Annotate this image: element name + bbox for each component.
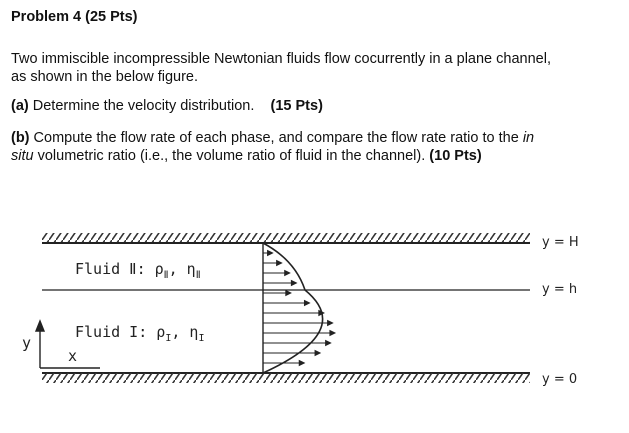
bottom-wall	[42, 373, 530, 383]
fluid-lower-eta: , η	[171, 323, 199, 341]
part-b-points: (10 Pts)	[429, 148, 482, 164]
fluid-lower-text: Fluid I: ρ	[75, 323, 166, 341]
axis-x-label: x	[68, 347, 78, 365]
part-a-points: (15 Pts)	[270, 98, 323, 114]
part-a-text: Determine the velocity distribution.	[28, 98, 255, 114]
part-b-label: (b)	[11, 130, 30, 146]
velocity-arrowhead	[285, 271, 290, 276]
part-b-italic-in: in	[522, 130, 535, 146]
problem-title: Problem 4 (25 Pts)	[11, 9, 138, 25]
velocity-arrows	[263, 251, 335, 366]
fluid-upper-eta: , η	[168, 260, 196, 278]
label-y-0: y = 0	[542, 372, 578, 387]
velocity-arrowhead	[277, 261, 282, 266]
axis-y-label: y	[22, 334, 32, 352]
fluid-lower-eta-sub: I	[198, 333, 205, 344]
fluid-upper-text: Fluid Ⅱ: ρ	[75, 260, 164, 278]
velocity-arrowhead	[315, 351, 320, 356]
top-wall	[42, 233, 530, 243]
statement-line-2: as shown in the below figure.	[11, 69, 198, 85]
velocity-arrowhead	[304, 301, 309, 306]
velocity-arrowhead	[330, 331, 335, 336]
fluid-lower-rho-sub: I	[165, 333, 172, 344]
fluid-lower-label	[75, 323, 204, 344]
velocity-arrowhead	[268, 251, 273, 256]
velocity-arrowhead	[319, 311, 324, 316]
part-b-text-1: Compute the flow rate of each phase, and compare the flow rate ratio to the	[29, 130, 523, 146]
fluid-upper-eta-sub: Ⅱ	[195, 270, 201, 281]
part-b-italic-situ: situ	[11, 148, 34, 164]
fluid-upper-rho-sub: Ⅱ	[163, 270, 169, 281]
velocity-arrowhead	[299, 361, 304, 366]
velocity-arrowhead	[291, 281, 296, 286]
velocity-arrowhead	[286, 291, 291, 296]
part-a-label: (a)	[11, 98, 29, 114]
label-y-H: y = H	[542, 235, 579, 250]
velocity-arrowhead	[328, 321, 333, 326]
fluid-upper-label	[75, 260, 201, 281]
velocity-arrowhead	[326, 341, 331, 346]
label-y-h: y = h	[542, 282, 578, 297]
statement-line-1: Two immiscible incompressible Newtonian fluids flow cocurrently in a plane channel,	[11, 51, 551, 67]
part-b-text-2: volumetric ratio (i.e., the volume ratio of fluid in the channel).	[33, 148, 430, 164]
